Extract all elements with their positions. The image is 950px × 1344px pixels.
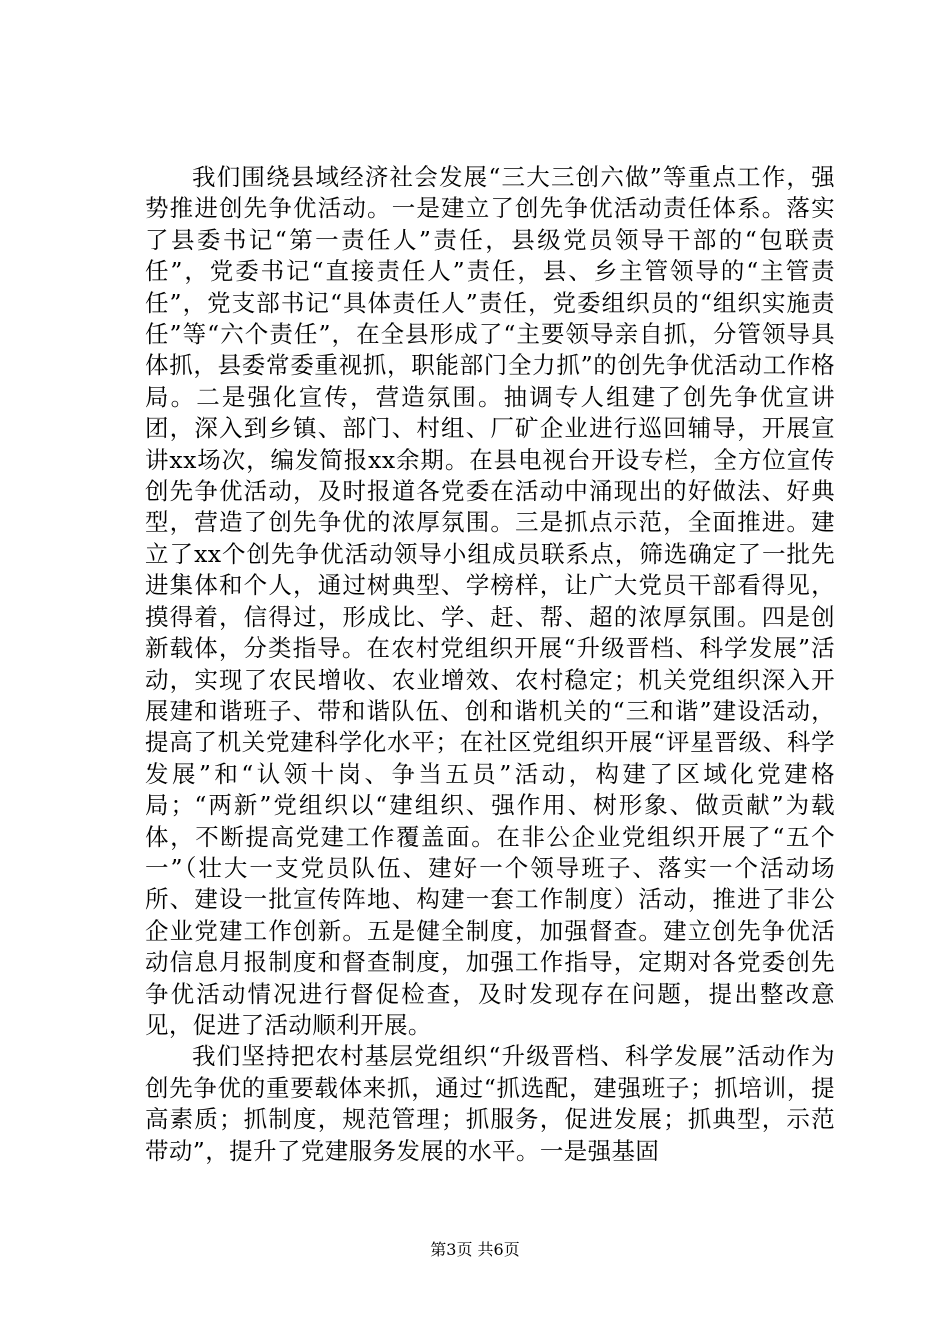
paragraph-2: 我们坚持把农村基层党组织“升级晋档、科学发展”活动作为创先争优的重要载体来抓，通过“抓选配，建强班子；抓培训，提高素质；抓制度，规范管理；抓服务，促进发展；抓典型，示范带动”，提升了党建服务发展的水平。一是强基固 (145, 1042, 835, 1165)
document-body (145, 162, 835, 1167)
paragraph-1: 我们围绕县域经济社会发展“三大三创六做”等重点工作，强势推进创先争优活动。一是建立了创先争优活动责任体系。落实了县委书记“第一责任人”责任，县级党员领导干部的“包联责任”，党委书记“直接责任人”责任，县、乡主管领导的“主管责任”，党支部书记“具体责任人”责任，党委组织员的“组织实施责任”等“六个责任”，在全县形成了“主要领导亲自抓，分管领导具体抓，县委常委重视抓，职能部门全力抓”的创先争优活动工作格局。二是强化宣传，营造氛围。抽调专人组建了创先争优宣讲团，深入到乡镇、部门、村组、厂矿企业进行巡回辅导，开展宣讲xx场次，编发简报xx余期。在县电视台开设专栏，全方位宣传创先争优活动，及时报道各党委在活动中涌现出的好做法、好典型，营造了创先争优的浓厚氛围。三是抓点示范，全面推进。建立了xx个创先争优活动领导小组成员联系点，筛选确定了一批先进集体和个人，通过树典型、学榜样，让广大党员干部看得见，摸得着，信得过，形成比、学、赶、帮、超的浓厚氛围。四是创新载体，分类指导。在农村党组织开展“升级晋档、科学发展”活动，实现了农民增收、农业增效、农村稳定；机关党组织深入开展建和谐班子、带和谐队伍、创和谐机关的“三和谐”建设活动，提高了机关党建科学化水平；在社区党组织开展“评星晋级、科学发展”和“认领十岗、争当五员”活动，构建了区域化党建格局；“两新”党组织以“建组织、强作用、树形象、做贡献”为载体，不断提高党建工作覆盖面。在非公企业党组织开展了“五个一”（壮大一支党员队伍、建好一个领导班子、落实一个活动场所、建设一批宣传阵地、构建一套工作制度）活动，推进了非公企业党建工作创新。五是健全制度，加强督查。建立创先争优活动信息月报制度和督查制度，加强工作指导，定期对各党委创先争优活动情况进行督促检查，及时发现存在问题，提出整改意见，促进了活动顺利开展。 (145, 163, 835, 1039)
page-number-footer: 第3页 共6页 (430, 1240, 520, 1259)
